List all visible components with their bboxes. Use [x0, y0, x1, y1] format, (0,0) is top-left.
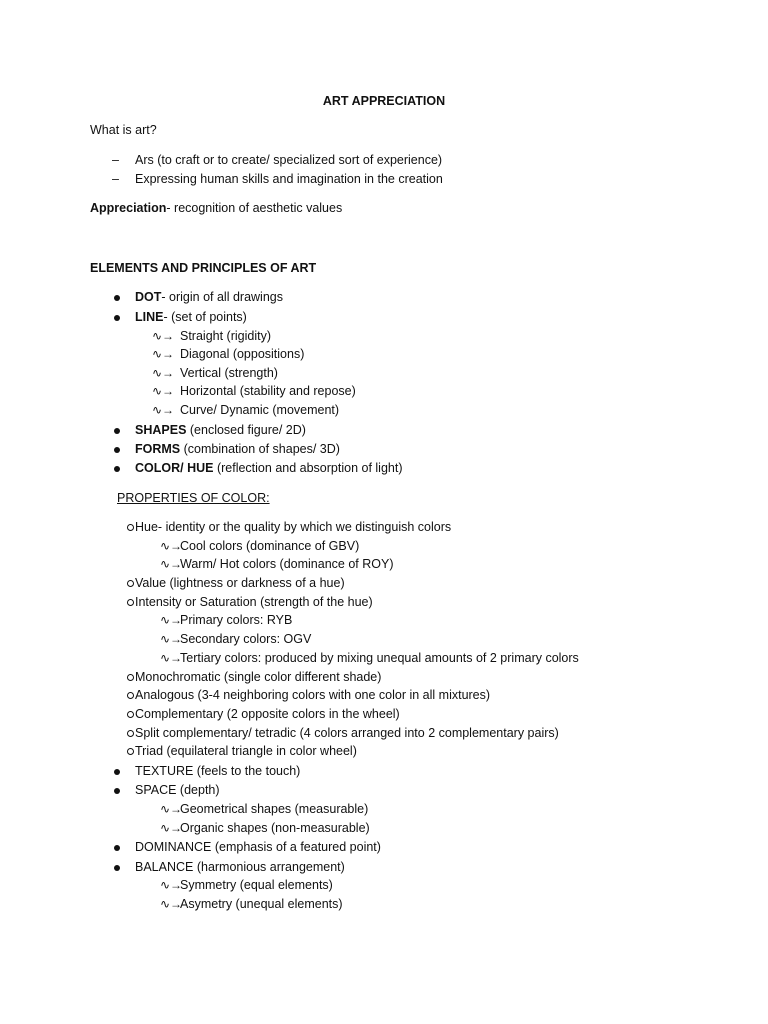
scheme-item: Complementary (2 opposite colors in the wheel): [135, 707, 400, 721]
flourish-icon: ∿→: [160, 802, 183, 816]
intensity-sub-item: Tertiary colors: produced by mixing unequal amounts of 2 primary colors: [180, 651, 579, 665]
flourish-icon: ∿→: [160, 613, 183, 627]
scheme-item: Split complementary/ tetradic (4 colors arranged into 2 complementary pairs): [135, 726, 559, 740]
line-term: LINE: [135, 310, 164, 324]
space-sub-item: Geometrical shapes (measurable): [180, 802, 369, 816]
circle-bullet-icon: [127, 674, 134, 681]
flourish-icon: ∿→: [152, 403, 175, 417]
list-item-space: SPACE (depth): [135, 783, 220, 797]
property-intensity: Intensity or Saturation (strength of the hue): [135, 595, 373, 609]
flourish-icon: ∿→: [160, 651, 183, 665]
dash-marker: –: [112, 153, 119, 167]
color-text: (reflection and absorption of light): [213, 461, 403, 475]
properties-heading: [117, 491, 270, 506]
scheme-item: Triad (equilateral triangle in color wheel): [135, 744, 357, 758]
bullet-icon: [114, 845, 120, 851]
list-item-dot: [135, 290, 283, 305]
dash-marker: –: [112, 172, 119, 186]
line-type-item: Horizontal (stability and repose): [180, 384, 356, 398]
shapes-text: (enclosed figure/ 2D): [186, 423, 306, 437]
flourish-icon: ∿→: [152, 384, 175, 398]
circle-bullet-icon: [127, 748, 134, 755]
color-term: COLOR/ HUE: [135, 461, 214, 475]
circle-bullet-icon: [127, 692, 134, 699]
circle-bullet-icon: [127, 730, 134, 737]
flourish-icon: ∿→: [152, 329, 175, 343]
hue-sub-item: Warm/ Hot colors (dominance of ROY): [180, 557, 394, 571]
hue-sub-item: Cool colors (dominance of GBV): [180, 539, 360, 553]
balance-sub-item: Symmetry (equal elements): [180, 878, 333, 892]
flourish-icon: ∿→: [160, 557, 183, 571]
circle-bullet-icon: [127, 599, 134, 606]
line-type-item: Vertical (strength): [180, 366, 278, 380]
flourish-icon: ∿→: [160, 539, 183, 553]
line-type-item: Straight (rigidity): [180, 329, 271, 343]
section-heading: ELEMENTS AND PRINCIPLES OF ART: [90, 261, 317, 275]
appreciation-definition: [90, 201, 342, 216]
dot-term: DOT: [135, 290, 162, 304]
appreciation-term: Appreciation: [90, 201, 167, 215]
shapes-term: SHAPES: [135, 423, 187, 437]
circle-bullet-icon: [127, 524, 134, 531]
property-value: Value (lightness or darkness of a hue): [135, 576, 345, 590]
forms-term: FORMS: [135, 442, 181, 456]
dot-text: - origin of all drawings: [161, 290, 283, 304]
list-item-texture: TEXTURE (feels to the touch): [135, 764, 301, 778]
intensity-sub-item: Primary colors: RYB: [180, 613, 293, 627]
balance-sub-item: Asymetry (unequal elements): [180, 897, 343, 911]
document-title: ART APPRECIATION: [322, 94, 446, 108]
circle-bullet-icon: [127, 711, 134, 718]
flourish-icon: ∿→: [160, 632, 183, 646]
bullet-icon: [114, 865, 120, 871]
space-sub-item: Organic shapes (non-measurable): [180, 821, 370, 835]
property-hue: Hue- identity or the quality by which we distinguish colors: [135, 520, 452, 534]
forms-text: (combination of shapes/ 3D): [180, 442, 340, 456]
bullet-icon: [114, 788, 120, 794]
bullet-icon: [114, 315, 120, 321]
bullet-icon: [114, 295, 120, 301]
list-item-balance: BALANCE (harmonious arrangement): [135, 860, 345, 874]
list-item-forms: [135, 442, 340, 457]
circle-bullet-icon: [127, 580, 134, 587]
scheme-item: Monochromatic (single color different shade): [135, 670, 382, 684]
bullet-icon: [114, 447, 120, 453]
list-item-color: [135, 461, 402, 476]
flourish-icon: ∿→: [160, 878, 183, 892]
list-item-shapes: [135, 423, 306, 438]
line-type-item: Curve/ Dynamic (movement): [180, 403, 340, 417]
properties-heading-text: PROPERTIES OF COLOR:: [117, 491, 270, 505]
intensity-sub-item: Secondary colors: OGV: [180, 632, 312, 646]
flourish-icon: ∿→: [160, 897, 183, 911]
scheme-item: Analogous (3-4 neighboring colors with one color in all mixtures): [135, 688, 491, 702]
question-text: What is art?: [90, 123, 157, 137]
bullet-icon: [114, 428, 120, 434]
definition-item: Ars (to craft or to create/ specialized sort of experience): [135, 153, 443, 167]
line-type-item: Diagonal (oppositions): [180, 347, 305, 361]
flourish-icon: ∿→: [152, 347, 175, 361]
flourish-icon: ∿→: [152, 366, 175, 380]
bullet-icon: [114, 769, 120, 775]
line-text: - (set of points): [163, 310, 247, 324]
appreciation-text: - recognition of aesthetic values: [166, 201, 343, 215]
bullet-icon: [114, 466, 120, 472]
flourish-icon: ∿→: [160, 821, 183, 835]
list-item-line: [135, 310, 247, 325]
definition-item: Expressing human skills and imagination in the creation: [135, 172, 443, 186]
list-item-dominance: DOMINANCE (emphasis of a featured point): [135, 840, 381, 854]
